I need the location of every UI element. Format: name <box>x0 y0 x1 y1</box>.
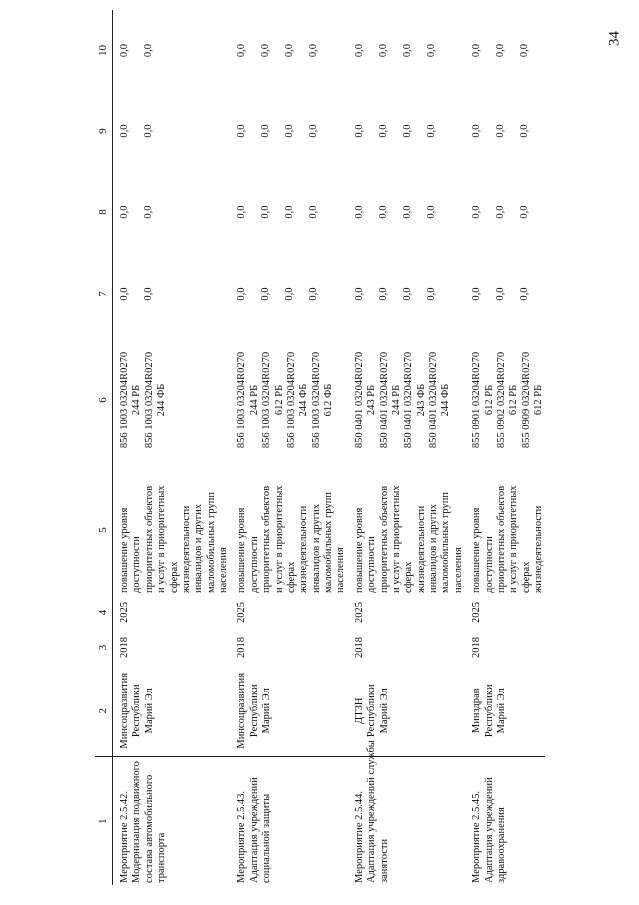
rotated-table-container <box>95 10 635 885</box>
column-header: 10 <box>95 10 113 91</box>
result-line: приоритетных объектов <box>495 485 507 593</box>
value-spacer <box>248 255 260 333</box>
value-spacer <box>248 12 260 89</box>
value: 0,0 <box>143 205 154 219</box>
table-body <box>113 10 546 885</box>
result-line: приоритетных объектов <box>378 485 390 593</box>
value-spacer <box>131 255 143 333</box>
value-spacer <box>483 93 495 169</box>
funding-type: 244 РБ <box>248 384 260 416</box>
measure-line: Мероприятие 2.5.45. <box>471 790 483 883</box>
result-line: повышение уровня <box>119 507 130 593</box>
value: 0,0 <box>308 43 320 58</box>
value: 0,0 <box>519 205 531 219</box>
measure-line: занятости <box>378 838 390 883</box>
result-line: маломобильных групп <box>440 492 452 593</box>
value-cell <box>236 91 347 171</box>
column-header: 4 <box>95 595 113 630</box>
result-line: населения <box>335 547 347 593</box>
value-cell <box>471 253 545 335</box>
value-spacer <box>531 173 543 251</box>
result-cell <box>119 465 230 595</box>
value-spacer <box>390 255 402 333</box>
measure-line: Мероприятие 2.5.43. <box>236 790 248 883</box>
budget-code: 856 1003 03204R0270 <box>143 351 155 449</box>
table-row <box>471 10 545 885</box>
value: 0,0 <box>284 124 296 138</box>
value: 0,0 <box>284 287 296 301</box>
measure-line: Мероприятие 2.5.44. <box>353 790 365 883</box>
funding-type: 612 РБ <box>508 384 520 416</box>
value-spacer <box>155 93 167 169</box>
value: 0,0 <box>260 287 272 301</box>
page-number: 34 <box>606 31 623 46</box>
budget-code: 856 1003 03204R0270 <box>261 351 273 449</box>
end-year-cell: 2025 <box>353 602 365 623</box>
funding-type: 244 РБ <box>131 384 143 416</box>
measure-line: Адаптация учреждений <box>483 777 495 883</box>
value: 0,0 <box>119 43 130 58</box>
value-spacer <box>272 255 284 333</box>
budget-code-cell <box>236 335 347 465</box>
column-header: 6 <box>95 335 113 465</box>
value-spacer <box>366 93 378 169</box>
start-year-cell: 2018 <box>353 637 365 658</box>
value-cell <box>236 171 347 253</box>
value-spacer <box>414 93 426 169</box>
value-spacer <box>414 12 426 89</box>
result-line: сферах <box>285 561 297 593</box>
executor-line: Республики <box>131 684 143 738</box>
value: 0,0 <box>401 124 413 138</box>
start-year-cell: 2018 <box>119 637 130 658</box>
result-line: и услуг в приоритетных <box>508 485 520 593</box>
executor-line: Минздрав <box>471 688 483 734</box>
executor-line: Республики <box>366 684 378 738</box>
value: 0,0 <box>471 205 483 219</box>
budget-code: 856 1003 03204R0270 <box>236 351 248 449</box>
value: 0,0 <box>425 205 437 219</box>
value: 0,0 <box>119 205 130 219</box>
value: 0,0 <box>495 205 507 219</box>
result-line: повышение уровня <box>353 507 365 593</box>
result-line: и услуг в приоритетных <box>390 485 402 593</box>
value-cell <box>119 10 230 91</box>
measure-line: Модернизация подвижного <box>131 761 143 883</box>
value-spacer <box>131 173 143 251</box>
value: 0,0 <box>377 124 389 138</box>
result-line: жизнедеятельности <box>298 505 310 593</box>
value: 0,0 <box>353 124 365 138</box>
value-spacer <box>248 93 260 169</box>
budget-code: 850 0401 03204R0270 <box>428 351 439 449</box>
funding-type: 612 ФБ <box>323 383 334 417</box>
result-line: сферах <box>520 561 532 593</box>
funding-type: 244 ФБ <box>156 383 168 417</box>
result-line: инвалидов и других <box>310 504 322 593</box>
value-spacer <box>414 173 426 251</box>
value-spacer <box>390 173 402 251</box>
value-spacer <box>296 12 308 89</box>
budget-code: 855 0901 03204R0270 <box>471 351 483 449</box>
value: 0,0 <box>284 205 296 219</box>
value: 0,0 <box>377 43 389 58</box>
value: 0,0 <box>308 205 320 219</box>
measure-line: состава автомобильного <box>143 774 155 883</box>
value-cell <box>354 171 465 253</box>
budget-code-cell <box>119 335 230 465</box>
end-year-cell: 2025 <box>471 602 483 623</box>
executor-line: Марий Эл <box>143 688 155 734</box>
column-header: 9 <box>95 91 113 171</box>
value: 0,0 <box>519 287 531 301</box>
result-line: сферах <box>168 561 180 593</box>
value: 0,0 <box>236 124 248 138</box>
budget-code: 856 1003 03204R0270 <box>310 351 322 449</box>
value: 0,0 <box>353 205 365 219</box>
value: 0,0 <box>425 43 437 58</box>
value-spacer <box>483 173 495 251</box>
measure-line: Адаптация учреждений службы <box>366 740 378 883</box>
value-spacer <box>390 93 402 169</box>
value: 0,0 <box>495 43 507 58</box>
column-header: 7 <box>95 253 113 335</box>
value-spacer <box>438 12 450 89</box>
start-year-cell: 2018 <box>236 637 248 658</box>
value-spacer <box>155 255 167 333</box>
value-cell <box>354 91 465 171</box>
result-line: населения <box>452 547 464 593</box>
result-line: населения <box>218 547 229 593</box>
result-line: инвалидов и других <box>428 504 439 593</box>
measure-line: транспорта <box>156 832 168 883</box>
value: 0,0 <box>401 43 413 58</box>
result-line: маломобильных групп <box>205 492 217 593</box>
value-spacer <box>483 255 495 333</box>
value-spacer <box>366 255 378 333</box>
measure-cell <box>353 740 465 885</box>
value-cell <box>354 10 465 91</box>
value-spacer <box>320 255 332 333</box>
value: 0,0 <box>260 205 272 219</box>
value: 0,0 <box>143 124 154 138</box>
result-line: доступности <box>131 536 143 593</box>
result-line: доступности <box>248 536 260 593</box>
value: 0,0 <box>119 287 130 301</box>
result-line: инвалидов и других <box>193 504 205 593</box>
result-cell <box>471 465 545 595</box>
result-line: жизнедеятельности <box>533 505 544 593</box>
executor-cell <box>119 665 230 757</box>
value-spacer <box>296 173 308 251</box>
executor-line: Марий Эл <box>378 688 390 734</box>
result-line: доступности <box>366 536 378 593</box>
value: 0,0 <box>519 43 531 58</box>
value-spacer <box>366 173 378 251</box>
budget-code: 856 1003 03204R0270 <box>119 351 130 449</box>
result-line: приоритетных объектов <box>143 485 155 593</box>
value: 0,0 <box>471 287 483 301</box>
value: 0,0 <box>260 43 272 58</box>
result-line: и услуг в приоритетных <box>156 485 168 593</box>
result-line: маломобильных групп <box>323 492 334 593</box>
value-spacer <box>507 93 519 169</box>
value-spacer <box>296 255 308 333</box>
value: 0,0 <box>377 205 389 219</box>
value-spacer <box>272 12 284 89</box>
column-header: 3 <box>95 630 113 665</box>
result-line: приоритетных объектов <box>261 485 273 593</box>
result-line: повышение уровня <box>236 507 248 593</box>
result-cell <box>354 465 465 595</box>
value-spacer <box>390 12 402 89</box>
value: 0,0 <box>353 287 365 301</box>
column-header: 5 <box>95 465 113 595</box>
budget-code: 850 0401 03204R0270 <box>378 351 390 449</box>
result-line: повышение уровня <box>471 507 483 593</box>
value: 0,0 <box>377 287 389 301</box>
value: 0,0 <box>308 124 320 138</box>
executor-line: Минсоцразвития <box>236 672 248 749</box>
value-spacer <box>155 173 167 251</box>
value-spacer <box>248 173 260 251</box>
result-line: жизнедеятельности <box>415 505 427 593</box>
value-spacer <box>366 12 378 89</box>
value: 0,0 <box>143 287 154 301</box>
value: 0,0 <box>425 287 437 301</box>
value-cell <box>471 91 545 171</box>
funding-type: 244 ФБ <box>440 383 452 417</box>
value: 0,0 <box>143 43 154 58</box>
value: 0,0 <box>236 205 248 219</box>
value-spacer <box>131 12 143 89</box>
value: 0,0 <box>519 124 531 138</box>
value: 0,0 <box>284 43 296 58</box>
value-spacer <box>438 93 450 169</box>
result-line: сферах <box>403 561 415 593</box>
budget-code: 856 1003 03204R0270 <box>285 351 297 449</box>
start-year-cell: 2018 <box>471 637 483 658</box>
value-spacer <box>507 255 519 333</box>
measure-cell <box>471 757 545 885</box>
value-spacer <box>531 255 543 333</box>
executor-line: Марий Эл <box>261 688 273 734</box>
header-row <box>95 10 113 885</box>
budget-code-cell <box>471 335 545 465</box>
result-line: доступности <box>483 536 495 593</box>
table-row <box>354 10 465 885</box>
value-spacer <box>507 12 519 89</box>
budget-code: 850 0401 03204R0270 <box>353 351 365 449</box>
value-cell <box>119 253 230 335</box>
value-spacer <box>320 173 332 251</box>
column-header: 1 <box>95 757 113 885</box>
result-cell <box>236 465 347 595</box>
executor-line: ДТЗН <box>353 697 365 724</box>
measure-cell <box>236 757 347 885</box>
funding-type: 612 РБ <box>483 384 495 416</box>
budget-code: 855 0902 03204R0270 <box>495 351 507 449</box>
value: 0,0 <box>353 43 365 58</box>
value: 0,0 <box>495 287 507 301</box>
measure-line: здравоохранения <box>495 807 507 883</box>
end-year-cell: 2025 <box>119 602 130 623</box>
value-spacer <box>531 12 543 89</box>
funding-type: 243 РБ <box>366 384 378 416</box>
end-year-cell: 2025 <box>236 602 248 623</box>
table-row <box>119 10 230 885</box>
value-cell <box>354 253 465 335</box>
value-cell <box>119 171 230 253</box>
value: 0,0 <box>308 287 320 301</box>
program-measures-table <box>95 10 545 885</box>
value: 0,0 <box>495 124 507 138</box>
measure-cell <box>119 757 230 885</box>
value: 0,0 <box>471 124 483 138</box>
value-spacer <box>320 12 332 89</box>
measure-line: Мероприятие 2.5.42. <box>119 790 130 883</box>
column-header: 8 <box>95 171 113 253</box>
value-spacer <box>483 12 495 89</box>
value-spacer <box>438 173 450 251</box>
value-spacer <box>414 255 426 333</box>
value-cell <box>236 253 347 335</box>
value: 0,0 <box>236 287 248 301</box>
value: 0,0 <box>119 124 130 138</box>
executor-line: Минсоцразвития <box>119 672 130 749</box>
measure-line: Адаптация учреждений <box>248 777 260 883</box>
result-line: и услуг в приоритетных <box>273 485 285 593</box>
value: 0,0 <box>425 124 437 138</box>
executor-line: Республики <box>248 684 260 738</box>
value-spacer <box>272 173 284 251</box>
funding-type: 612 РБ <box>273 384 285 416</box>
result-line: жизнедеятельности <box>180 505 192 593</box>
budget-code: 855 0909 03204R0270 <box>520 351 532 449</box>
value-cell <box>119 91 230 171</box>
value-cell <box>471 10 545 91</box>
value: 0,0 <box>236 43 248 58</box>
funding-type: 244 РБ <box>390 384 402 416</box>
funding-type: 243 ФБ <box>415 383 427 417</box>
table-row <box>236 10 347 885</box>
executor-cell <box>471 665 545 757</box>
value-spacer <box>507 173 519 251</box>
funding-type: 612 РБ <box>533 384 544 416</box>
value: 0,0 <box>471 43 483 58</box>
value-spacer <box>438 255 450 333</box>
value-spacer <box>131 93 143 169</box>
measure-line: социальной защиты <box>261 793 273 883</box>
executor-line: Республики <box>483 684 495 738</box>
value: 0,0 <box>401 205 413 219</box>
budget-code-cell <box>354 335 465 465</box>
value-spacer <box>155 12 167 89</box>
executor-line: Марий Эл <box>495 688 507 734</box>
value-spacer <box>272 93 284 169</box>
value: 0,0 <box>260 124 272 138</box>
executor-cell <box>236 665 347 757</box>
value: 0,0 <box>401 287 413 301</box>
value-spacer <box>531 93 543 169</box>
value-cell <box>471 171 545 253</box>
column-header: 2 <box>95 665 113 757</box>
value-spacer <box>296 93 308 169</box>
value-cell <box>236 10 347 91</box>
funding-type: 244 ФБ <box>298 383 310 417</box>
budget-code: 850 0401 03204R0270 <box>403 351 415 449</box>
value-spacer <box>320 93 332 169</box>
